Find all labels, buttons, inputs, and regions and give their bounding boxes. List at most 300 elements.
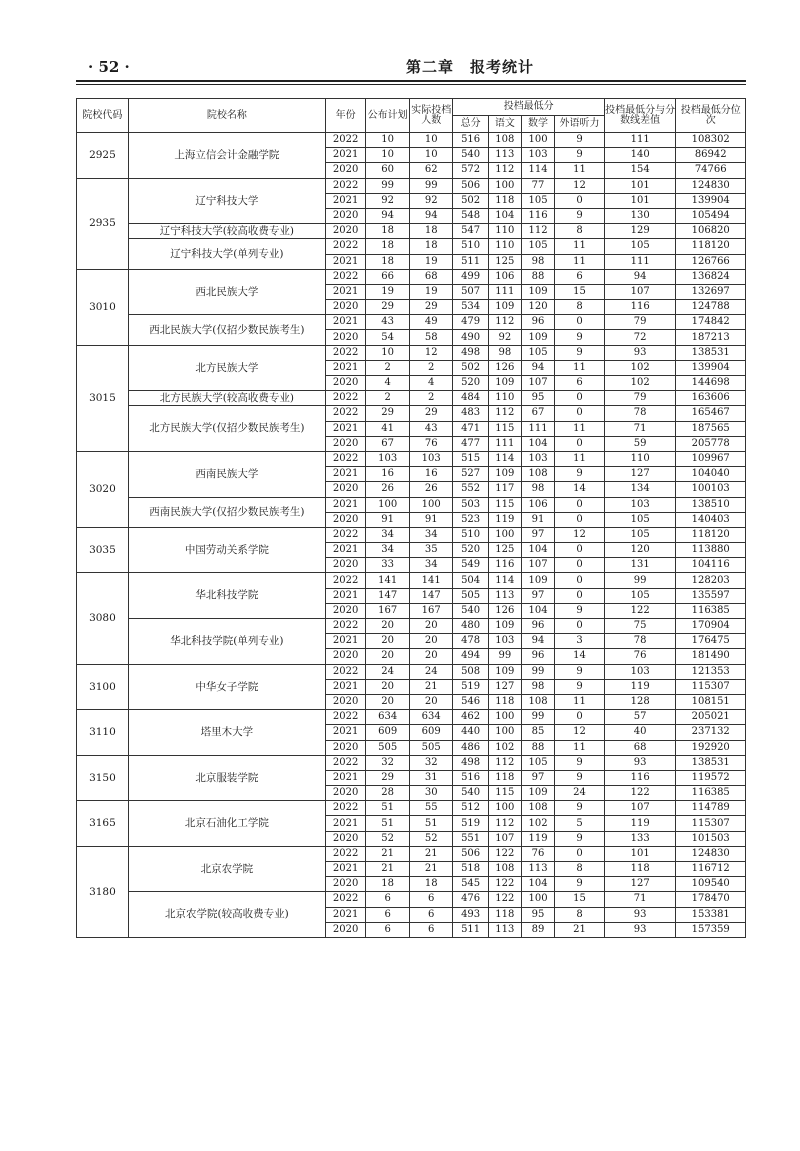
cell-plan: 29 [366, 406, 410, 421]
cell-rank: 119572 [676, 770, 746, 785]
cell-rank: 139904 [676, 360, 746, 375]
cell-total: 462 [453, 710, 488, 725]
cell-year: 2022 [325, 239, 365, 254]
cell-diff: 154 [604, 163, 676, 178]
cell-rank: 86942 [676, 148, 746, 163]
cell-diff: 105 [604, 512, 676, 527]
cell-diff: 68 [604, 740, 676, 755]
cell-actual: 32 [409, 755, 453, 770]
table-row [77, 315, 746, 330]
cell-total: 546 [453, 694, 488, 709]
cell-foreign: 0 [555, 193, 605, 208]
cell-total: 510 [453, 239, 488, 254]
col-header-actual: 实际投档人数 [409, 99, 453, 133]
cell-rank: 153381 [676, 907, 746, 922]
table-row [77, 239, 746, 254]
cell-math: 108 [521, 694, 554, 709]
table-row [77, 406, 746, 421]
cell-year: 2022 [325, 527, 365, 542]
cell-foreign: 11 [555, 254, 605, 269]
cell-rank: 101503 [676, 831, 746, 846]
school-name: 西南民族大学(仅招少数民族考生) [128, 497, 325, 527]
cell-year: 2021 [325, 360, 365, 375]
chapter-title: 第二章 报考统计 [406, 58, 535, 76]
cell-diff: 75 [604, 619, 676, 634]
cell-total: 484 [453, 391, 488, 406]
cell-actual: 91 [409, 512, 453, 527]
cell-plan: 147 [366, 588, 410, 603]
cell-diff: 101 [604, 846, 676, 861]
cell-total: 505 [453, 588, 488, 603]
cell-chinese: 103 [488, 634, 521, 649]
cell-chinese: 118 [488, 694, 521, 709]
school-code: 2925 [77, 133, 129, 179]
cell-year: 2022 [325, 573, 365, 588]
cell-year: 2020 [325, 208, 365, 223]
cell-plan: 10 [366, 133, 410, 148]
cell-year: 2021 [325, 421, 365, 436]
cell-rank: 116712 [676, 862, 746, 877]
col-header-min-score: 投档最低分 [453, 99, 604, 116]
school-name: 北方民族大学 [128, 345, 325, 391]
cell-diff: 105 [604, 527, 676, 542]
cell-actual: 43 [409, 421, 453, 436]
cell-chinese: 125 [488, 254, 521, 269]
cell-math: 104 [521, 436, 554, 451]
cell-foreign: 11 [555, 360, 605, 375]
cell-chinese: 99 [488, 649, 521, 664]
cell-total: 519 [453, 816, 488, 831]
cell-diff: 101 [604, 193, 676, 208]
cell-rank: 124788 [676, 300, 746, 315]
cell-actual: 147 [409, 588, 453, 603]
cell-plan: 32 [366, 755, 410, 770]
cell-actual: 19 [409, 254, 453, 269]
cell-chinese: 122 [488, 877, 521, 892]
school-name: 塔里木大学 [128, 710, 325, 756]
school-name: 中华女子学院 [128, 664, 325, 710]
cell-foreign: 14 [555, 482, 605, 497]
cell-math: 104 [521, 543, 554, 558]
cell-diff: 93 [604, 907, 676, 922]
cell-plan: 18 [366, 254, 410, 269]
cell-rank: 192920 [676, 740, 746, 755]
cell-rank: 170904 [676, 619, 746, 634]
cell-total: 540 [453, 603, 488, 618]
cell-rank: 115307 [676, 679, 746, 694]
cell-total: 493 [453, 907, 488, 922]
cell-diff: 107 [604, 284, 676, 299]
table-row [77, 892, 746, 907]
cell-diff: 78 [604, 406, 676, 421]
cell-total: 476 [453, 892, 488, 907]
cell-actual: 68 [409, 269, 453, 284]
cell-diff: 107 [604, 801, 676, 816]
cell-math: 111 [521, 421, 554, 436]
cell-actual: 99 [409, 178, 453, 193]
cell-year: 2020 [325, 786, 365, 801]
cell-foreign: 9 [555, 467, 605, 482]
cell-math: 89 [521, 922, 554, 937]
cell-diff: 59 [604, 436, 676, 451]
cell-foreign: 21 [555, 922, 605, 937]
cell-actual: 18 [409, 239, 453, 254]
cell-total: 503 [453, 497, 488, 512]
cell-foreign: 0 [555, 406, 605, 421]
cell-actual: 26 [409, 482, 453, 497]
school-code: 3110 [77, 710, 129, 756]
cell-chinese: 112 [488, 755, 521, 770]
cell-foreign: 0 [555, 497, 605, 512]
cell-total: 518 [453, 862, 488, 877]
cell-plan: 609 [366, 725, 410, 740]
cell-chinese: 118 [488, 193, 521, 208]
cell-rank: 118120 [676, 239, 746, 254]
admission-stats-table [76, 98, 746, 938]
cell-chinese: 127 [488, 679, 521, 694]
cell-diff: 118 [604, 862, 676, 877]
cell-diff: 122 [604, 786, 676, 801]
cell-chinese: 112 [488, 816, 521, 831]
school-code: 3010 [77, 269, 129, 345]
cell-plan: 18 [366, 224, 410, 239]
cell-diff: 116 [604, 300, 676, 315]
cell-math: 98 [521, 254, 554, 269]
cell-year: 2021 [325, 284, 365, 299]
table-row [77, 527, 746, 542]
cell-diff: 134 [604, 482, 676, 497]
table-row [77, 846, 746, 861]
cell-plan: 66 [366, 269, 410, 284]
cell-actual: 29 [409, 406, 453, 421]
school-code: 3035 [77, 527, 129, 573]
cell-foreign: 11 [555, 451, 605, 466]
cell-foreign: 9 [555, 877, 605, 892]
cell-plan: 41 [366, 421, 410, 436]
cell-chinese: 108 [488, 133, 521, 148]
cell-actual: 62 [409, 163, 453, 178]
cell-diff: 93 [604, 922, 676, 937]
cell-chinese: 92 [488, 330, 521, 345]
cell-rank: 178470 [676, 892, 746, 907]
cell-chinese: 118 [488, 907, 521, 922]
cell-math: 96 [521, 649, 554, 664]
cell-math: 119 [521, 831, 554, 846]
cell-diff: 101 [604, 178, 676, 193]
cell-actual: 10 [409, 148, 453, 163]
cell-total: 510 [453, 527, 488, 542]
cell-plan: 16 [366, 467, 410, 482]
cell-math: 106 [521, 497, 554, 512]
school-code: 3180 [77, 846, 129, 937]
cell-year: 2022 [325, 178, 365, 193]
col-header-plan: 公布计划 [366, 99, 410, 133]
cell-diff: 127 [604, 467, 676, 482]
cell-diff: 40 [604, 725, 676, 740]
cell-chinese: 110 [488, 224, 521, 239]
cell-year: 2021 [325, 770, 365, 785]
cell-math: 91 [521, 512, 554, 527]
cell-total: 527 [453, 467, 488, 482]
cell-chinese: 100 [488, 178, 521, 193]
cell-total: 483 [453, 406, 488, 421]
cell-foreign: 0 [555, 558, 605, 573]
cell-math: 107 [521, 376, 554, 391]
cell-math: 109 [521, 330, 554, 345]
cell-math: 113 [521, 862, 554, 877]
cell-plan: 20 [366, 694, 410, 709]
cell-chinese: 115 [488, 421, 521, 436]
cell-math: 96 [521, 619, 554, 634]
cell-foreign: 11 [555, 239, 605, 254]
cell-year: 2020 [325, 877, 365, 892]
table-row [77, 178, 746, 193]
cell-math: 114 [521, 163, 554, 178]
cell-chinese: 104 [488, 208, 521, 223]
cell-actual: 167 [409, 603, 453, 618]
cell-diff: 105 [604, 588, 676, 603]
cell-rank: 116385 [676, 786, 746, 801]
cell-year: 2021 [325, 467, 365, 482]
cell-math: 108 [521, 467, 554, 482]
school-code: 3020 [77, 451, 129, 527]
cell-year: 2022 [325, 755, 365, 770]
table-row [77, 801, 746, 816]
cell-chinese: 113 [488, 148, 521, 163]
cell-chinese: 122 [488, 846, 521, 861]
cell-rank: 128203 [676, 573, 746, 588]
cell-year: 2022 [325, 345, 365, 360]
cell-total: 477 [453, 436, 488, 451]
cell-rank: 138531 [676, 755, 746, 770]
cell-foreign: 8 [555, 300, 605, 315]
cell-total: 549 [453, 558, 488, 573]
cell-total: 480 [453, 619, 488, 634]
col-header-foreign: 外语听力 [555, 116, 605, 133]
cell-year: 2020 [325, 224, 365, 239]
cell-math: 95 [521, 907, 554, 922]
cell-foreign: 9 [555, 770, 605, 785]
cell-actual: 51 [409, 816, 453, 831]
cell-plan: 34 [366, 527, 410, 542]
table-row [77, 269, 746, 284]
cell-chinese: 112 [488, 163, 521, 178]
cell-diff: 71 [604, 892, 676, 907]
cell-diff: 111 [604, 133, 676, 148]
cell-plan: 2 [366, 391, 410, 406]
cell-foreign: 0 [555, 512, 605, 527]
header-rule [76, 80, 746, 82]
cell-diff: 93 [604, 755, 676, 770]
cell-foreign: 9 [555, 755, 605, 770]
cell-total: 523 [453, 512, 488, 527]
cell-foreign: 11 [555, 421, 605, 436]
cell-rank: 144698 [676, 376, 746, 391]
school-name: 北方民族大学(仅招少数民族考生) [128, 406, 325, 452]
cell-actual: 34 [409, 527, 453, 542]
cell-actual: 103 [409, 451, 453, 466]
cell-chinese: 110 [488, 239, 521, 254]
cell-math: 105 [521, 755, 554, 770]
cell-foreign: 9 [555, 603, 605, 618]
header-rule-thin [76, 84, 746, 85]
cell-plan: 67 [366, 436, 410, 451]
cell-math: 109 [521, 573, 554, 588]
cell-actual: 505 [409, 740, 453, 755]
cell-year: 2020 [325, 163, 365, 178]
cell-math: 108 [521, 801, 554, 816]
cell-total: 508 [453, 664, 488, 679]
cell-plan: 6 [366, 922, 410, 937]
cell-year: 2021 [325, 543, 365, 558]
cell-diff: 140 [604, 148, 676, 163]
cell-actual: 20 [409, 619, 453, 634]
cell-diff: 72 [604, 330, 676, 345]
cell-foreign: 15 [555, 892, 605, 907]
cell-diff: 79 [604, 391, 676, 406]
cell-chinese: 111 [488, 284, 521, 299]
cell-rank: 118120 [676, 527, 746, 542]
cell-diff: 105 [604, 239, 676, 254]
school-name: 辽宁科技大学(较高收费专业) [128, 224, 325, 239]
cell-diff: 102 [604, 360, 676, 375]
cell-rank: 135597 [676, 588, 746, 603]
cell-foreign: 9 [555, 148, 605, 163]
cell-actual: 94 [409, 208, 453, 223]
cell-actual: 609 [409, 725, 453, 740]
school-name: 西北民族大学(仅招少数民族考生) [128, 315, 325, 345]
cell-math: 98 [521, 679, 554, 694]
cell-total: 506 [453, 846, 488, 861]
cell-math: 103 [521, 148, 554, 163]
cell-actual: 92 [409, 193, 453, 208]
cell-plan: 141 [366, 573, 410, 588]
cell-year: 2021 [325, 148, 365, 163]
cell-rank: 140403 [676, 512, 746, 527]
cell-chinese: 111 [488, 436, 521, 451]
cell-plan: 4 [366, 376, 410, 391]
cell-math: 76 [521, 846, 554, 861]
cell-rank: 124830 [676, 846, 746, 861]
cell-year: 2022 [325, 451, 365, 466]
table-row [77, 345, 746, 360]
cell-rank: 139904 [676, 193, 746, 208]
cell-year: 2022 [325, 892, 365, 907]
cell-plan: 29 [366, 300, 410, 315]
cell-total: 551 [453, 831, 488, 846]
cell-chinese: 113 [488, 922, 521, 937]
cell-rank: 100103 [676, 482, 746, 497]
cell-chinese: 109 [488, 619, 521, 634]
cell-year: 2021 [325, 907, 365, 922]
cell-actual: 10 [409, 133, 453, 148]
cell-math: 109 [521, 786, 554, 801]
cell-math: 94 [521, 360, 554, 375]
cell-total: 498 [453, 755, 488, 770]
cell-total: 479 [453, 315, 488, 330]
cell-plan: 34 [366, 543, 410, 558]
cell-chinese: 114 [488, 451, 521, 466]
cell-chinese: 100 [488, 527, 521, 542]
school-code: 2935 [77, 178, 129, 269]
cell-chinese: 117 [488, 482, 521, 497]
cell-actual: 634 [409, 710, 453, 725]
school-name: 北京农学院 [128, 846, 325, 892]
cell-math: 95 [521, 391, 554, 406]
cell-math: 96 [521, 315, 554, 330]
cell-actual: 21 [409, 862, 453, 877]
cell-diff: 99 [604, 573, 676, 588]
cell-total: 494 [453, 649, 488, 664]
cell-year: 2020 [325, 740, 365, 755]
cell-math: 100 [521, 892, 554, 907]
cell-foreign: 12 [555, 178, 605, 193]
cell-year: 2020 [325, 300, 365, 315]
school-name: 西北民族大学 [128, 269, 325, 315]
col-header-name: 院校名称 [128, 99, 325, 133]
cell-year: 2021 [325, 725, 365, 740]
cell-rank: 108151 [676, 694, 746, 709]
cell-total: 511 [453, 254, 488, 269]
cell-year: 2021 [325, 497, 365, 512]
cell-year: 2020 [325, 831, 365, 846]
cell-plan: 26 [366, 482, 410, 497]
cell-actual: 6 [409, 907, 453, 922]
cell-rank: 165467 [676, 406, 746, 421]
cell-math: 105 [521, 193, 554, 208]
cell-plan: 52 [366, 831, 410, 846]
col-header-math: 数学 [521, 116, 554, 133]
cell-year: 2022 [325, 710, 365, 725]
cell-diff: 116 [604, 770, 676, 785]
cell-diff: 122 [604, 603, 676, 618]
cell-rank: 138510 [676, 497, 746, 512]
cell-total: 502 [453, 193, 488, 208]
cell-chinese: 118 [488, 770, 521, 785]
cell-total: 506 [453, 178, 488, 193]
cell-year: 2022 [325, 406, 365, 421]
cell-math: 100 [521, 133, 554, 148]
cell-plan: 54 [366, 330, 410, 345]
cell-chinese: 109 [488, 300, 521, 315]
cell-foreign: 9 [555, 208, 605, 223]
cell-total: 486 [453, 740, 488, 755]
cell-diff: 111 [604, 254, 676, 269]
cell-actual: 18 [409, 877, 453, 892]
school-code: 3015 [77, 345, 129, 451]
cell-chinese: 100 [488, 710, 521, 725]
cell-foreign: 11 [555, 163, 605, 178]
cell-chinese: 100 [488, 801, 521, 816]
cell-math: 105 [521, 239, 554, 254]
cell-math: 88 [521, 269, 554, 284]
cell-chinese: 107 [488, 831, 521, 846]
cell-actual: 18 [409, 224, 453, 239]
cell-foreign: 9 [555, 801, 605, 816]
cell-actual: 2 [409, 360, 453, 375]
cell-math: 88 [521, 740, 554, 755]
cell-rank: 74766 [676, 163, 746, 178]
col-header-code: 院校代码 [77, 99, 129, 133]
cell-total: 512 [453, 801, 488, 816]
cell-year: 2022 [325, 133, 365, 148]
cell-total: 552 [453, 482, 488, 497]
cell-diff: 102 [604, 376, 676, 391]
cell-chinese: 119 [488, 512, 521, 527]
cell-chinese: 109 [488, 467, 521, 482]
cell-actual: 12 [409, 345, 453, 360]
cell-actual: 21 [409, 679, 453, 694]
